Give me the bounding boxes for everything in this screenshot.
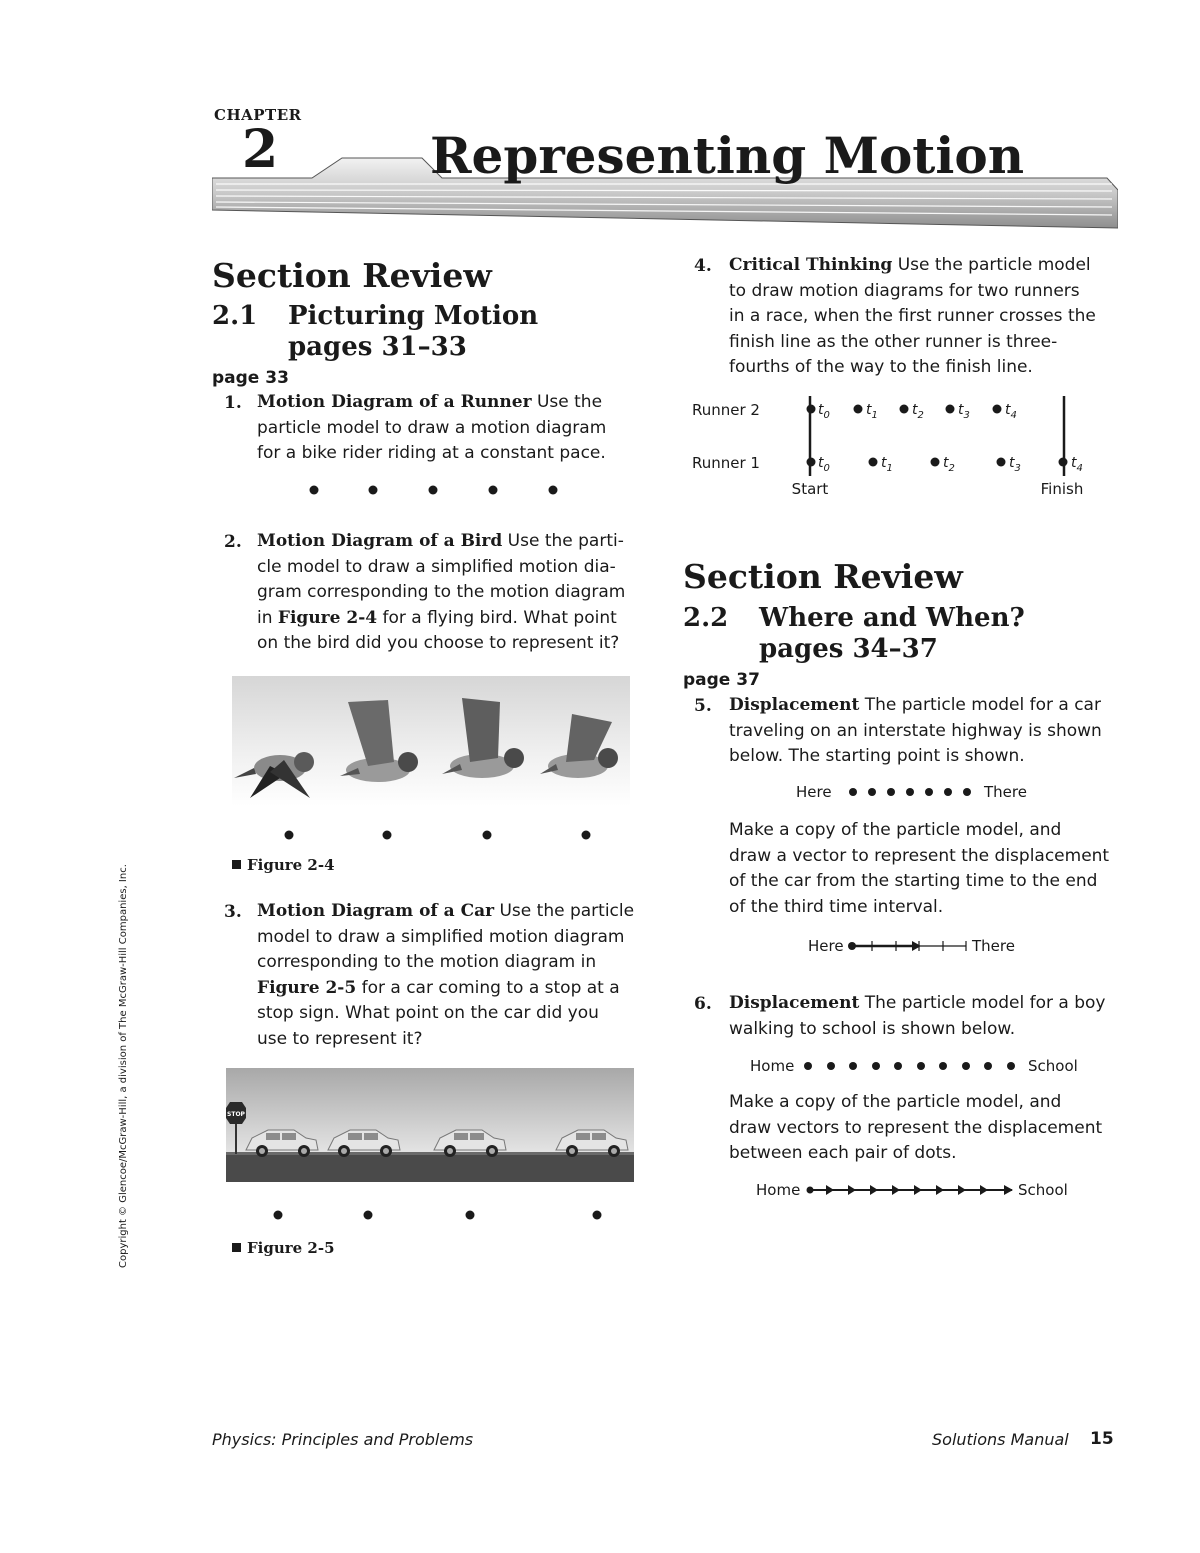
particle-dot <box>466 1211 475 1220</box>
particle-dot <box>854 405 863 414</box>
car-particle-model <box>794 780 1034 804</box>
particle-dot <box>849 788 857 796</box>
arrow-head <box>936 1185 944 1195</box>
school-label: School <box>1028 1057 1078 1075</box>
particle-dot <box>807 1187 814 1194</box>
section-number: 2.1 <box>212 301 258 331</box>
particle-dot <box>946 405 955 414</box>
runner-2-dots <box>807 402 1017 421</box>
arrow-head <box>980 1185 988 1195</box>
particle-dot <box>925 788 933 796</box>
particle-dot <box>274 1211 283 1220</box>
question-number: 3. <box>224 902 242 922</box>
car-dot-diagram <box>268 1206 608 1224</box>
particle-dot <box>383 831 392 840</box>
particle-dot <box>917 1062 925 1070</box>
finish-label: Finish <box>1040 480 1084 498</box>
particle-dot <box>429 486 438 495</box>
particle-dot <box>1007 1062 1015 1070</box>
section-pages: pages 31–33 <box>288 332 467 362</box>
chapter-number: 2 <box>242 119 279 180</box>
question-5-instructions: Make a copy of the particle model, and draw a vector to represent the displacement of the car from the starting time to the end of the third time interval. <box>729 820 1110 917</box>
here-label: Here <box>808 937 844 955</box>
svg-text:t1: $t_1$ <box>881 455 893 474</box>
particle-dot <box>939 1062 947 1070</box>
page-number: 15 <box>1090 1429 1114 1449</box>
particle-dot <box>868 788 876 796</box>
particle-dot <box>807 458 816 467</box>
particle-dot <box>489 486 498 495</box>
particle-dot <box>869 458 878 467</box>
particle-dot <box>900 405 909 414</box>
particle-dot <box>849 1062 857 1070</box>
particle-dot <box>963 788 971 796</box>
arrow-head <box>892 1185 900 1195</box>
particle-dot <box>1059 458 1068 467</box>
particle-dot <box>285 831 294 840</box>
runner-1-label: Runner 1 <box>692 454 760 472</box>
particle-dot <box>483 831 492 840</box>
runner-2-label: Runner 2 <box>692 401 760 419</box>
car-displacement-vector <box>806 934 1026 958</box>
particle-dot <box>593 1211 602 1220</box>
svg-text:t4: $t_4$ <box>1071 455 1083 474</box>
chapter-title: Representing Motion <box>430 126 1025 185</box>
footer-book-title: Physics: Principles and Problems <box>212 1430 474 1449</box>
page-label: page 33 <box>212 368 289 388</box>
particle-dot <box>582 831 591 840</box>
svg-text:t1: $t_1$ <box>866 402 878 421</box>
arrow-head <box>870 1185 878 1195</box>
particle-dot <box>931 458 940 467</box>
there-label: There <box>972 937 1015 955</box>
section-name: Where and When? <box>759 603 1025 633</box>
question-number: 2. <box>224 532 242 552</box>
section-name: Picturing Motion <box>288 301 539 331</box>
particle-dot <box>369 486 378 495</box>
chapter-label: CHAPTER <box>214 106 302 124</box>
figure-caption: Figure 2-5 <box>232 1239 335 1257</box>
arrow-head <box>1004 1185 1013 1195</box>
svg-text:t0: $t_0$ <box>818 402 830 421</box>
svg-text:t4: $t_4$ <box>1005 402 1017 421</box>
section-review-heading: Section Review <box>683 557 963 596</box>
particle-dot <box>310 486 319 495</box>
stop-sign-label: STOP <box>227 1111 245 1118</box>
car-motion-photo <box>226 1068 634 1182</box>
particle-dot <box>804 1062 812 1070</box>
question-6: Displacement The particle model for a boy walking to school is shown below. <box>729 993 1106 1039</box>
arrow-head <box>958 1185 966 1195</box>
particle-dot <box>894 1062 902 1070</box>
boy-displacement-vectors <box>754 1178 1084 1202</box>
question-3: Motion Diagram of a Car Use the particle model to draw a simplified motion diagram corresponding to the motion diagram in Figure 2-5 for a car coming to a stop at a stop sign. What point on the car did you use to represent it? <box>257 901 635 1049</box>
particle-dot <box>887 788 895 796</box>
particle-dot <box>364 1211 373 1220</box>
question-number: 1. <box>224 393 242 413</box>
question-4: Critical Thinking Use the particle model to draw motion diagrams for two runners in a race, when the first runner crosses the finish line as the other runner is three- fourths of the way to the finish line. <box>729 255 1096 377</box>
particle-dot <box>872 1062 880 1070</box>
race-motion-diagram <box>690 392 1110 504</box>
particle-dot <box>807 405 816 414</box>
here-label: Here <box>796 783 832 801</box>
copyright-notice: Copyright © Glencoe/McGraw-Hill, a division of The McGraw-Hill Companies, Inc. <box>118 864 129 1268</box>
question-number: 5. <box>694 696 712 716</box>
school-label: School <box>1018 1181 1068 1199</box>
section-review-heading: Section Review <box>212 256 492 295</box>
footer-manual: Solutions Manual <box>932 1430 1069 1449</box>
bird-motion-photo <box>232 676 630 806</box>
question-number: 4. <box>694 256 712 276</box>
particle-dot <box>993 405 1002 414</box>
particle-dot <box>997 458 1006 467</box>
arrow-head <box>848 1185 856 1195</box>
svg-text:t3: $t_3$ <box>1009 455 1021 474</box>
svg-text:t2: $t_2$ <box>943 455 955 474</box>
particle-dot <box>549 486 558 495</box>
particle-dot <box>962 1062 970 1070</box>
home-label: Home <box>750 1057 795 1075</box>
svg-text:t2: $t_2$ <box>912 402 924 421</box>
runner-dot-diagram <box>300 480 570 500</box>
particle-dot <box>984 1062 992 1070</box>
svg-text:t0: $t_0$ <box>818 455 830 474</box>
figure-caption: Figure 2-4 <box>232 856 335 874</box>
start-label: Start <box>791 480 829 498</box>
svg-text:t3: $t_3$ <box>958 402 970 421</box>
runner-1-dots <box>807 455 1083 474</box>
home-label: Home <box>756 1181 801 1199</box>
arrow-head <box>912 941 921 951</box>
arrow-head <box>826 1185 834 1195</box>
section-number: 2.2 <box>683 603 729 633</box>
particle-dot <box>944 788 952 796</box>
boy-particle-model <box>748 1054 1088 1078</box>
particle-dot <box>906 788 914 796</box>
question-number: 6. <box>694 994 712 1014</box>
there-label: There <box>984 783 1027 801</box>
particle-dot <box>827 1062 835 1070</box>
question-5: Displacement The particle model for a car traveling on an interstate highway is shown below. The starting point is shown. <box>729 695 1102 766</box>
page-label: page 37 <box>683 670 760 690</box>
section-pages: pages 34–37 <box>759 634 938 664</box>
question-6-instructions: Make a copy of the particle model, and draw vectors to represent the displacement between each pair of dots. <box>729 1092 1103 1163</box>
arrow-head <box>914 1185 922 1195</box>
bird-dot-diagram <box>280 826 600 844</box>
question-1: Motion Diagram of a Runner Use the particle model to draw a motion diagram for a bike rider riding at a constant pace. <box>257 392 607 463</box>
question-2: Motion Diagram of a Bird Use the parti- cle model to draw a simplified motion dia- gram corresponding to the motion diagram in Figure 2-4 for a flying bird. What point on the bird did you choose to represent it? <box>257 531 626 653</box>
